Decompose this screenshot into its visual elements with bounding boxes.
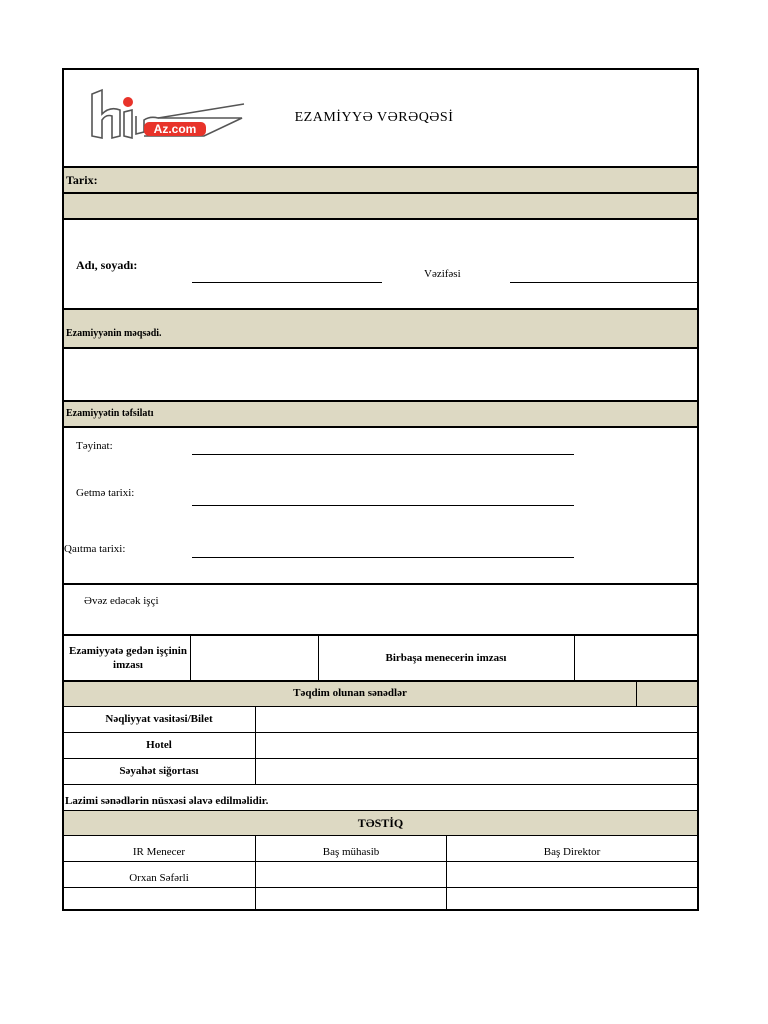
approval-sign-chief-accountant[interactable]	[256, 862, 446, 887]
details-header: Ezamiyyətin təfsilatı	[66, 408, 154, 419]
position-label: Vəzifəsi	[424, 268, 461, 280]
destination-field[interactable]	[192, 454, 574, 455]
replacement-field[interactable]	[204, 586, 694, 634]
approval-col-hr-manager: IR Menecer	[132, 846, 186, 858]
form-title: EZAMİYYƏ VƏRƏQƏSİ	[294, 110, 454, 125]
document-item-hotel: Hotel	[146, 739, 172, 751]
approval-sign-director[interactable]	[447, 862, 697, 887]
logo	[84, 86, 254, 146]
document-item-insurance: Səyahət siğortası	[119, 765, 199, 777]
document-item-transport: Nəqliyyat vasitəsi/Bilet	[105, 713, 213, 725]
date-label: Tarix:	[66, 173, 98, 187]
purpose-header: Ezamiyyənin məqsədi.	[66, 328, 162, 339]
business-trip-form	[62, 68, 699, 911]
manager-signature-field[interactable]	[575, 636, 697, 680]
approval-name-hr-manager: Orxan Səfərli	[129, 872, 189, 884]
return-date-field[interactable]	[192, 557, 574, 558]
document-value-insurance[interactable]	[256, 759, 697, 784]
logo-domain-text: Az.com	[153, 122, 197, 136]
approval-col-director: Baş Direktor	[543, 846, 601, 858]
approval-col-chief-accountant: Baş mühasib	[322, 846, 380, 858]
employee-signature-field[interactable]	[191, 636, 318, 680]
destination-label: Təyinat:	[76, 440, 113, 452]
purpose-field[interactable]	[64, 350, 697, 400]
replacement-label: Əvəz edəcək işçi	[84, 595, 159, 607]
return-date-label: Qaıtma tarixi:	[64, 543, 126, 555]
documents-note: Lazimi sənədlərin nüsxəsi əlavə edilməlidir.	[65, 795, 269, 807]
name-label: Adı, soyadı:	[76, 258, 138, 272]
position-field[interactable]	[510, 282, 697, 283]
documents-header: Təqdim olunan sənədlər	[293, 687, 407, 699]
document-value-transport[interactable]	[256, 707, 697, 732]
departure-date-field[interactable]	[192, 505, 574, 506]
employee-signature-label: Ezamiyyətə gedən işçinin imzası	[69, 645, 187, 671]
date-value-field[interactable]	[64, 194, 697, 218]
approval-header: TƏSTİQ	[357, 816, 404, 830]
departure-date-label: Getmə tarixi:	[76, 487, 135, 499]
hiaz-logo-icon	[84, 86, 254, 146]
document-value-hotel[interactable]	[256, 733, 697, 758]
manager-signature-label: Birbaşa menecerin imzası	[385, 652, 507, 664]
name-field[interactable]	[192, 282, 382, 283]
